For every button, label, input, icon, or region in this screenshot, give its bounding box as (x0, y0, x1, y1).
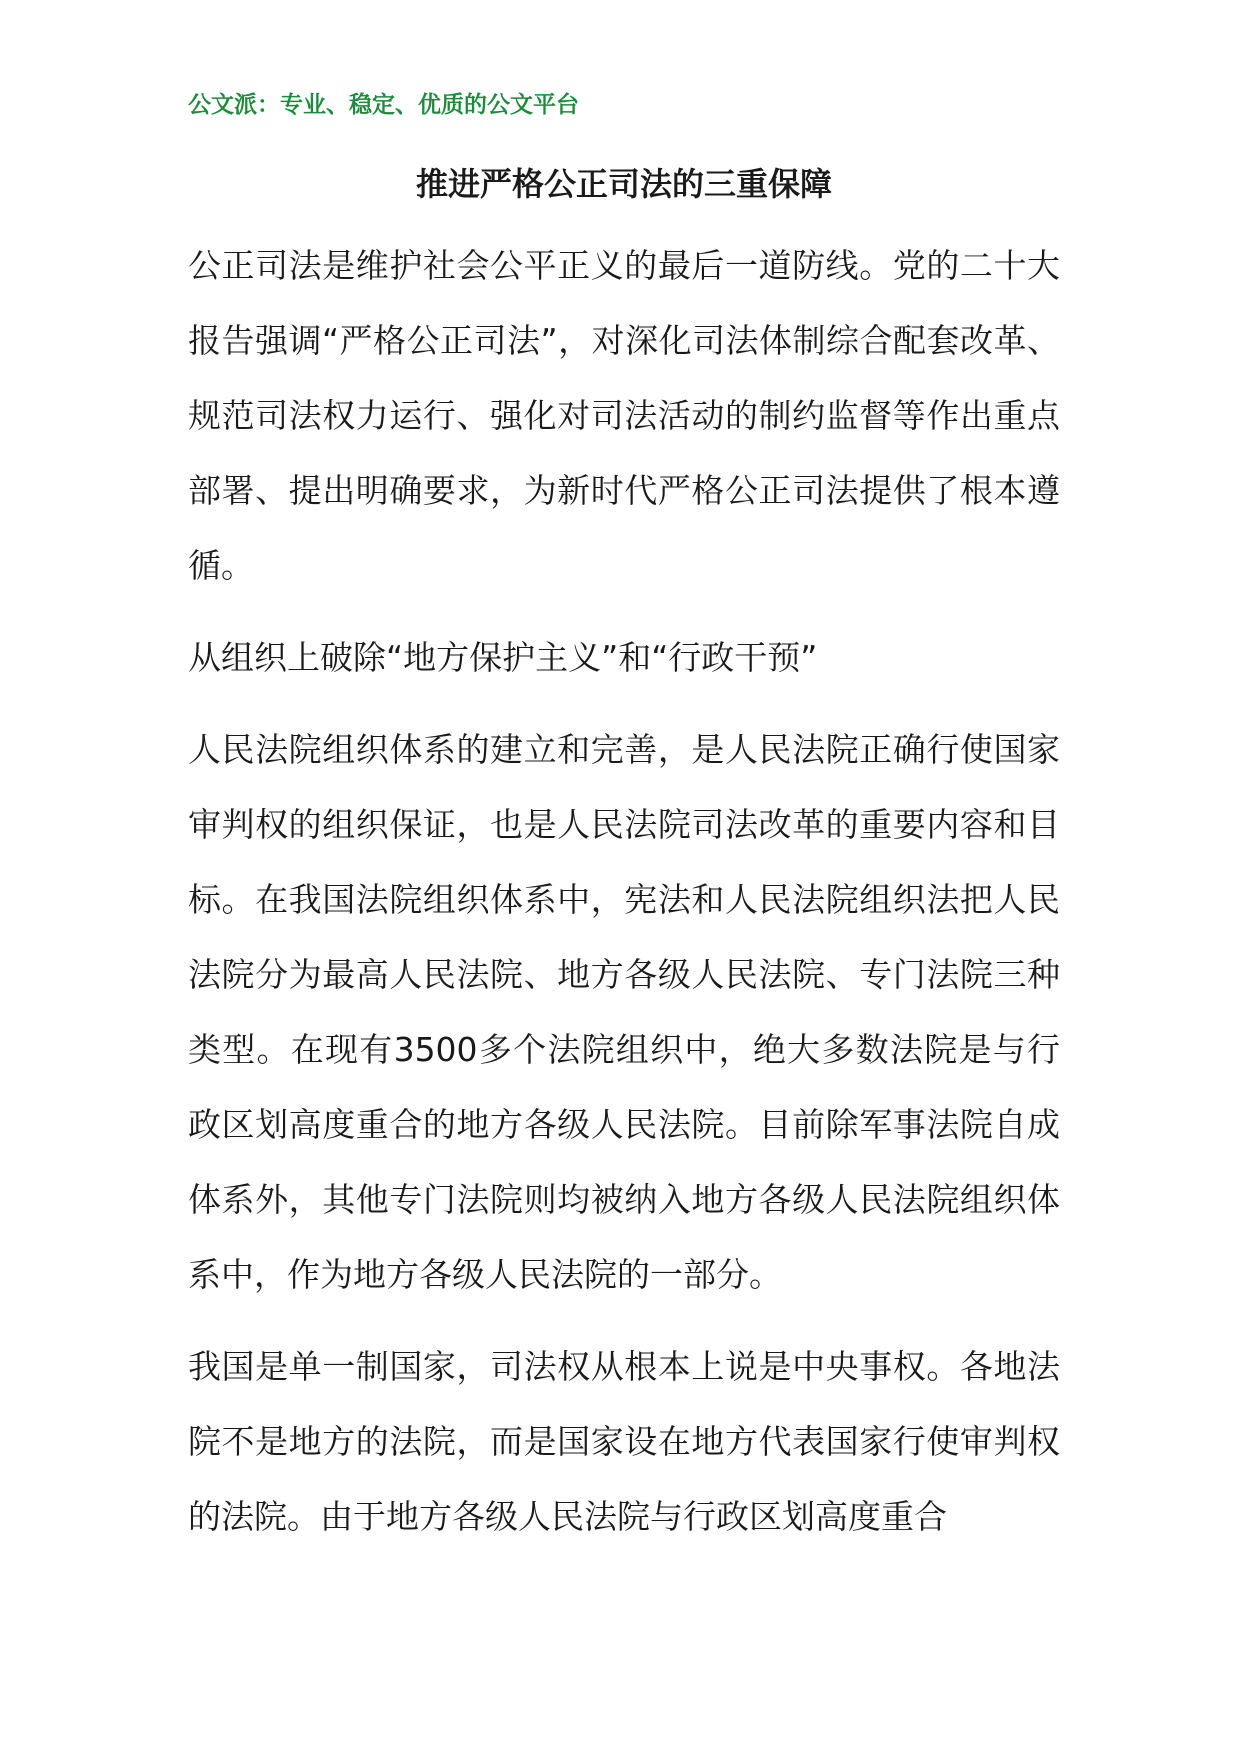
site-header: 公文派：专业、稳定、优质的公文平台 (188, 92, 579, 118)
document-page (188, 88, 1060, 1554)
paragraph-court-system: 人民法院组织体系的建立和完善，是人民法院正确行使国家审判权的组织保证，也是人民法院司法改革的重要内容和目标。在我国法院组织体系中，宪法和人民法院组织法把人民法院分为最高人民法院、地方各级人民法院、专门法院三种类型。在现有3500多个法院组织中，绝大多数法院是与行政区划高度重合的地方各级人民法院。目前除军事法院自成体系外，其他专门法院则均被纳入地方各级人民法院组织体系中，作为地方各级人民法院的一部分。 (188, 730, 1060, 1294)
article-title: 推进严格公正司法的三重保障 (415, 165, 832, 203)
paragraph-intro: 公正司法是维护社会公平正义的最后一道防线。党的二十大报告强调“严格公正司法”，对深化司法体制综合配套改革、规范司法权力运行、强化对司法活动的制约监督等作出重点部署、提出明确要求，为新时代严格公正司法提供了根本遵循。 (188, 246, 1060, 585)
paragraph-central-authority: 我国是单一制国家，司法权从根本上说是中央事权。各地法院不是地方的法院，而是国家设在地方代表国家行使审判权的法院。由于地方各级人民法院与行政区划高度重合 (188, 1347, 1060, 1536)
section-heading: 从组织上破除“地方保护主义”和“行政干预” (188, 638, 818, 677)
